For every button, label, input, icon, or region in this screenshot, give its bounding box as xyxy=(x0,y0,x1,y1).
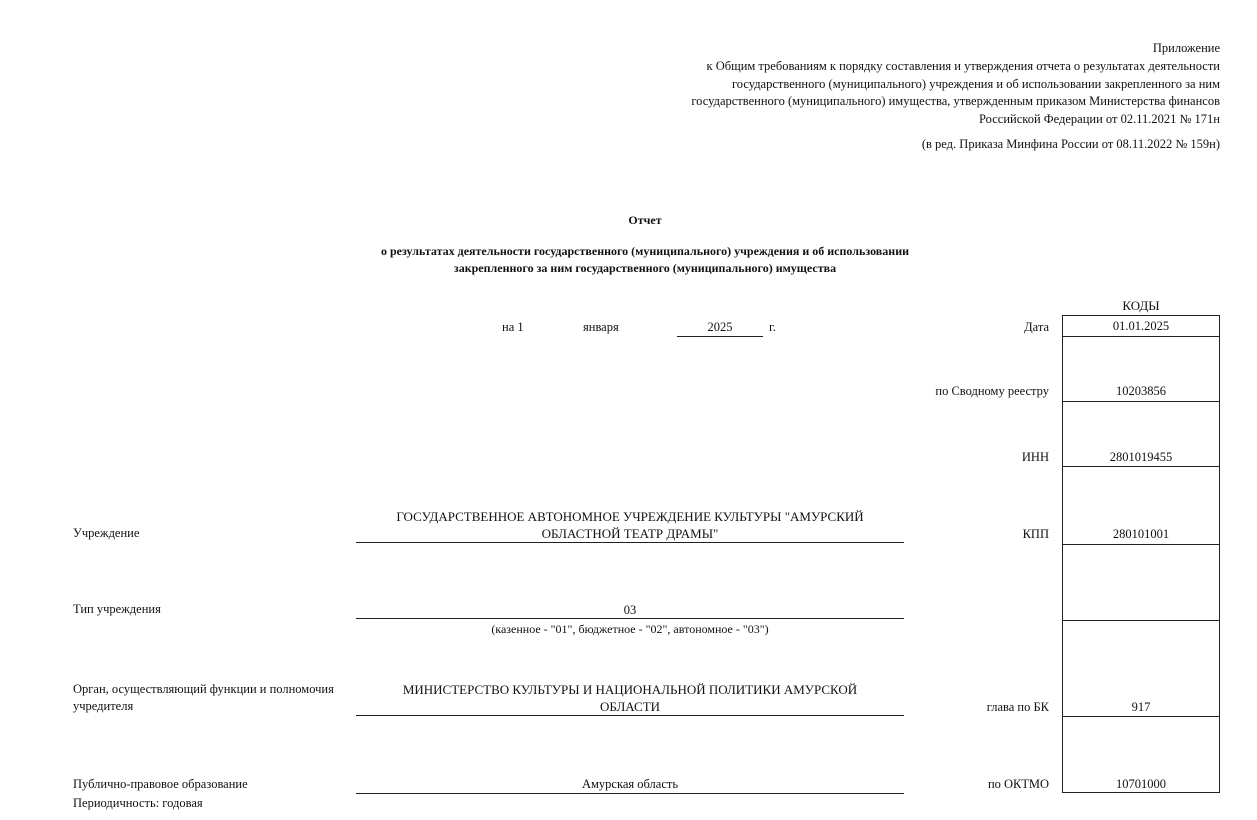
appendix-line: к Общим требованиям к порядку составления и утверждения отчета о результатах деятельности xyxy=(706,58,1220,73)
report-subtitle-line1: о результатах деятельности государственного (муниципального) учреждения и об использовании xyxy=(380,244,910,258)
code-value-date: 01.01.2025 xyxy=(1112,319,1170,333)
report-subtitle-line2: закрепленного за ним государственного (муниципального) имущества xyxy=(453,261,837,275)
type-hint: (казенное - "01", бюджетное - "02", автономное - "03") xyxy=(491,622,769,636)
public-entity-value: Амурская область xyxy=(581,777,679,791)
code-value-registry: 10203856 xyxy=(1116,384,1166,398)
type-value: 03 xyxy=(623,603,637,617)
code-label-kpp: КПП xyxy=(1022,527,1049,541)
appendix-line: Российской Федерации от 02.11.2021 № 171н xyxy=(979,112,1220,127)
institution-underline xyxy=(356,542,904,543)
code-label-registry: по Сводному реестру xyxy=(935,384,1049,398)
code-label-oktmo: по ОКТМО xyxy=(987,777,1049,791)
type-label: Тип учреждения xyxy=(73,602,161,616)
codes-divider xyxy=(1063,716,1219,717)
codes-divider xyxy=(1063,466,1219,467)
code-value-kpp: 280101001 xyxy=(1112,527,1170,541)
date-month: января xyxy=(583,320,619,334)
periodicity: Периодичность: годовая xyxy=(73,796,203,810)
institution-label: Учреждение xyxy=(73,526,140,540)
date-suffix: г. xyxy=(769,320,776,334)
appendix-block xyxy=(580,40,1220,129)
codes-divider xyxy=(1063,336,1219,337)
codes-header: КОДЫ xyxy=(1122,298,1160,313)
edition-note: (в ред. Приказа Минфина России от 08.11.2022 № 159н) xyxy=(921,137,1220,151)
code-value-oktmo: 10701000 xyxy=(1116,777,1166,791)
report-title: Отчет xyxy=(628,213,662,227)
codes-divider xyxy=(1063,401,1219,402)
code-label-bk: глава по БК xyxy=(986,700,1049,714)
codes-divider xyxy=(1063,544,1219,545)
institution-value-line2: ОБЛАСТНОЙ ТЕАТР ДРАМЫ" xyxy=(541,526,719,541)
founder-label-line1: Орган, осуществляющий функции и полномочия xyxy=(73,682,334,696)
founder-value-line2: ОБЛАСТИ xyxy=(599,699,661,714)
public-entity-label: Публично-правовое образование xyxy=(73,777,248,791)
appendix-line: государственного (муниципального) имущества, утвержденным приказом Министерства финансов xyxy=(691,94,1220,109)
code-label-inn: ИНН xyxy=(1021,450,1049,464)
code-value-inn: 2801019455 xyxy=(1109,450,1173,464)
code-label-date: Дата xyxy=(1024,320,1049,334)
code-value-bk: 917 xyxy=(1131,700,1151,714)
appendix-line: государственного (муниципального) учреждения и об использовании закрепленного за ним xyxy=(731,76,1220,91)
type-underline xyxy=(356,618,904,619)
founder-label-line2: учредителя xyxy=(73,699,134,713)
year-underline xyxy=(677,336,763,337)
date-prefix: на 1 xyxy=(502,320,524,334)
date-year: 2025 xyxy=(707,320,733,334)
founder-value-line1: МИНИСТЕРСТВО КУЛЬТУРЫ И НАЦИОНАЛЬНОЙ ПОЛИТИКИ АМУРСКОЙ xyxy=(402,682,858,697)
institution-value-line1: ГОСУДАРСТВЕННОЕ АВТОНОМНОЕ УЧРЕЖДЕНИЕ КУЛЬТУРЫ "АМУРСКИЙ xyxy=(396,509,864,524)
public-entity-underline xyxy=(356,793,904,794)
codes-divider xyxy=(1063,620,1219,621)
codes-table xyxy=(1062,315,1220,793)
appendix-line: Приложение xyxy=(1152,41,1220,55)
founder-underline xyxy=(356,715,904,716)
